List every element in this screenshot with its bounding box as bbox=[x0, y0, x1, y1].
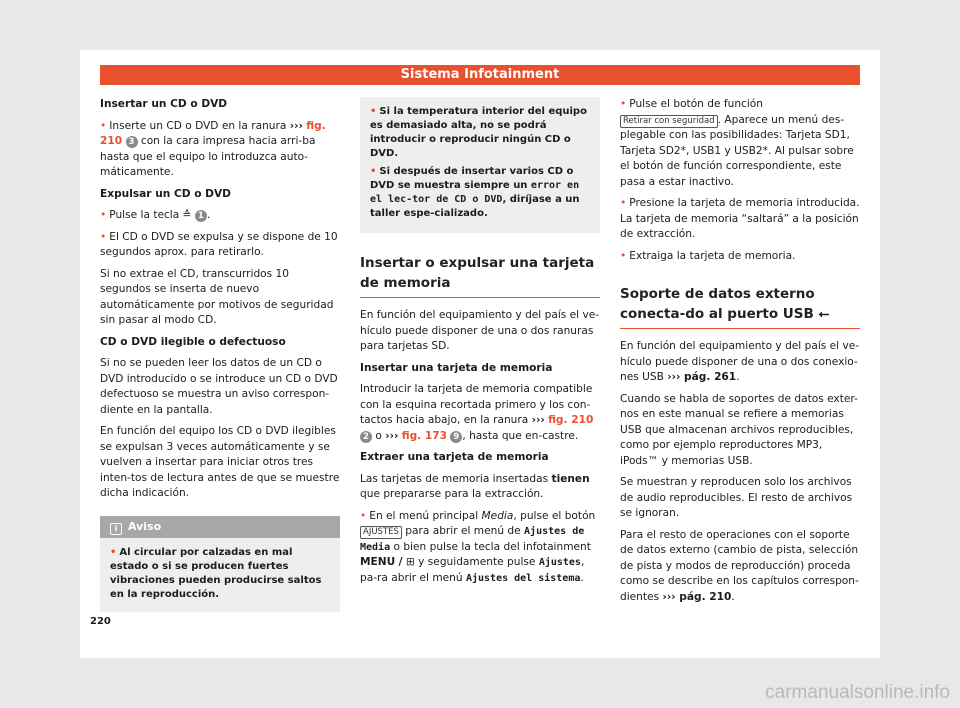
paragraph: Se muestran y reproducen solo los archivos de audio reproducibles. El resto de archivos se ignoran. bbox=[620, 476, 853, 519]
ref-arrow: ››› bbox=[385, 429, 399, 442]
ref-arrow: ››› bbox=[531, 414, 545, 426]
aviso-body: • Al circular por calzadas en mal estado o si se producen fuertes vibraciones pueden producirse saltos en la reproducción. bbox=[110, 546, 322, 600]
paragraph-usb-4: Para el resto de operaciones con el soporte de datos externo (cambio de pista, selección de pista y modos de reproducción) proceda como se describe en los capítulos correspon-dientes ››› pág. 210. bbox=[620, 528, 859, 603]
usb-icon: ⭠ bbox=[818, 306, 830, 322]
section-title-usb: Soporte de datos externo conecta-do al puerto USB ⭠ bbox=[620, 284, 860, 329]
bullet-menu: • En el menú principal Media, pulse el botón AJUSTES para abrir el menú de Ajustes de Media o bien pulse la tecla del infotainment MENU / ⊞ y seguidamente pulse Ajustes, pa-ra abrir el menú Ajustes del sistema. bbox=[360, 509, 596, 584]
aviso-header bbox=[100, 516, 340, 538]
paragraph-insertar-sd: Introducir la tarjeta de memoria compatible con la esquina recortada primero y los con-tactos hacia abajo, en la ranura ››› fig. 210 2 o ››› fig. 173 9 , hasta que en-castre. bbox=[360, 383, 594, 442]
note-bullet-1: • Si la temperatura interior del equipo es demasiado alta, no se podrá introducir o reproducir ningún CD o DVD. bbox=[370, 106, 587, 159]
menu-key-label: MENU bbox=[360, 556, 396, 568]
callout-number: 1 bbox=[195, 210, 207, 222]
heading-insertar-cd: Insertar un CD o DVD bbox=[100, 98, 228, 110]
ajustes-key[interactable]: AJUSTES bbox=[360, 526, 402, 539]
heading-ilegible: CD o DVD ilegible o defectuoso bbox=[100, 335, 286, 348]
paragraph: En función del equipamiento y del país el ve-hículo puede disponer de una o dos ranuras para tarjetas SD. bbox=[360, 309, 600, 352]
callout-number: 2 bbox=[360, 431, 372, 443]
bullet-icon: • bbox=[620, 98, 627, 110]
menu-name-text: Ajustes del sistema bbox=[465, 572, 581, 584]
bullet-icon: • bbox=[620, 249, 627, 262]
note-box bbox=[360, 97, 600, 233]
bullet-expulsar-1: • Pulse la tecla ≙ 1 . bbox=[100, 209, 211, 221]
fig-ref-link[interactable]: fig. 210 bbox=[100, 119, 326, 147]
note-bullet-2: • Si después de insertar varios CD o DVD se muestra siempre un error en el lec-tor de CD o DVD, diríjase a un taller espe-cializado. bbox=[370, 166, 580, 219]
page-ref-link[interactable]: ››› pág. 210 bbox=[662, 590, 732, 603]
bullet-icon: • bbox=[360, 509, 367, 522]
ref-arrow: ››› bbox=[289, 119, 303, 132]
paragraph: Cuando se habla de soportes de datos exter-nos en este manual se refiere a memorias USB que almacenan archivos reproducibles, como por ejemplo reproductores MP3, iPods™ y memorias USB. bbox=[620, 392, 858, 467]
paragraph: Si no extrae el CD, transcurridos 10 segundos se inserta de nuevo automáticamente por motivos de seguridad sin pasar al modo CD. bbox=[100, 267, 334, 326]
bullet-icon: • bbox=[370, 166, 377, 177]
manual-page bbox=[80, 50, 880, 658]
bullet-expulsar-2: • El CD o DVD se expulsa y se dispone de 10 segundos aprox. para retirarlo. bbox=[100, 230, 338, 258]
section-title: Sistema Infotainment bbox=[400, 67, 560, 82]
paragraph-usb-1: En función del equipamiento y del país el ve-hículo puede disponer de una o dos conexio-nes USB ››› pág. 261. bbox=[620, 340, 860, 383]
bullet-retirar-3: • Extraiga la tarjeta de memoria. bbox=[620, 249, 796, 262]
bullet-icon: • bbox=[100, 209, 107, 221]
callout-number: 9 bbox=[450, 431, 462, 443]
grid-icon: ⊞ bbox=[405, 556, 415, 568]
page-number: 220 bbox=[90, 616, 111, 627]
eject-icon: ≙ bbox=[182, 209, 192, 221]
bullet-icon: • bbox=[370, 106, 377, 117]
heading-expulsar-cd: Expulsar un CD o DVD bbox=[100, 187, 231, 200]
bullet-icon: • bbox=[100, 119, 107, 132]
paragraph: Si no se pueden leer los datos de un CD o DVD introducido o se introduce un CD o DVD defectuoso se muestra un aviso correspon-diente en la pantalla. bbox=[100, 357, 338, 416]
paragraph: En función del equipo los CD o DVD ilegibles se expulsan 3 veces automáticamente y se vuelven a insertar para iniciar otros tres inten-tos de lectura antes de que se muestre dicha indicación. bbox=[100, 425, 340, 499]
retirar-key[interactable]: Retirar con seguridad bbox=[620, 115, 718, 128]
bullet-icon: • bbox=[110, 546, 117, 558]
error-code-text: error en el lec-tor de CD o DVD bbox=[370, 180, 580, 205]
heading-insertar-sd: Insertar una tarjeta de memoria bbox=[360, 361, 553, 374]
column-2 bbox=[360, 97, 600, 592]
section-title-sd: Insertar o expulsar una tarjeta de memoria bbox=[360, 253, 600, 298]
menu-name-text: Ajustes bbox=[538, 557, 581, 568]
watermark: carmanualsonline.info bbox=[765, 682, 950, 703]
bullet-icon: • bbox=[100, 230, 107, 243]
aviso-title: Aviso bbox=[128, 519, 162, 533]
menu-name-text: Ajustes de Media bbox=[360, 526, 585, 553]
column-3 bbox=[620, 97, 860, 611]
aviso-box bbox=[100, 516, 340, 612]
heading-extraer-sd: Extraer una tarjeta de memoria bbox=[360, 451, 549, 463]
bullet-retirar-1: • Pulse el botón de función Retirar con seguridad . Aparece un menú des-plegable con las posibilidades: Tarjeta SD1, Tarjeta SD2*, USB1 y USB2*. Al pulsar sobre el botón de función correspondiente, este pasa a estar inactivo. bbox=[620, 98, 854, 188]
bullet-retirar-2: • Presione la tarjeta de memoria introducida. La tarjeta de memoria “saltará” a la posición de extracción. bbox=[620, 197, 860, 240]
paragraph-extraer-sd: Las tarjetas de memoria insertadas tienen que prepararse para la extracción. bbox=[360, 472, 590, 500]
bullet-insertar-cd: • Inserte un CD o DVD en la ranura ››› fig. 210 3 con la cara impresa hacia arri-ba hasta que el equipo lo introduzca auto-máticamente. bbox=[100, 119, 326, 178]
fig-ref-link[interactable]: fig. 173 bbox=[401, 429, 447, 442]
fig-ref-link[interactable]: fig. 210 bbox=[548, 414, 594, 426]
section-header bbox=[100, 65, 860, 85]
bullet-icon: • bbox=[620, 197, 627, 209]
page-ref-link[interactable]: ››› pág. 261 bbox=[667, 371, 737, 383]
callout-number: 3 bbox=[126, 136, 138, 148]
column-1 bbox=[100, 97, 340, 612]
info-icon: i bbox=[110, 523, 122, 535]
